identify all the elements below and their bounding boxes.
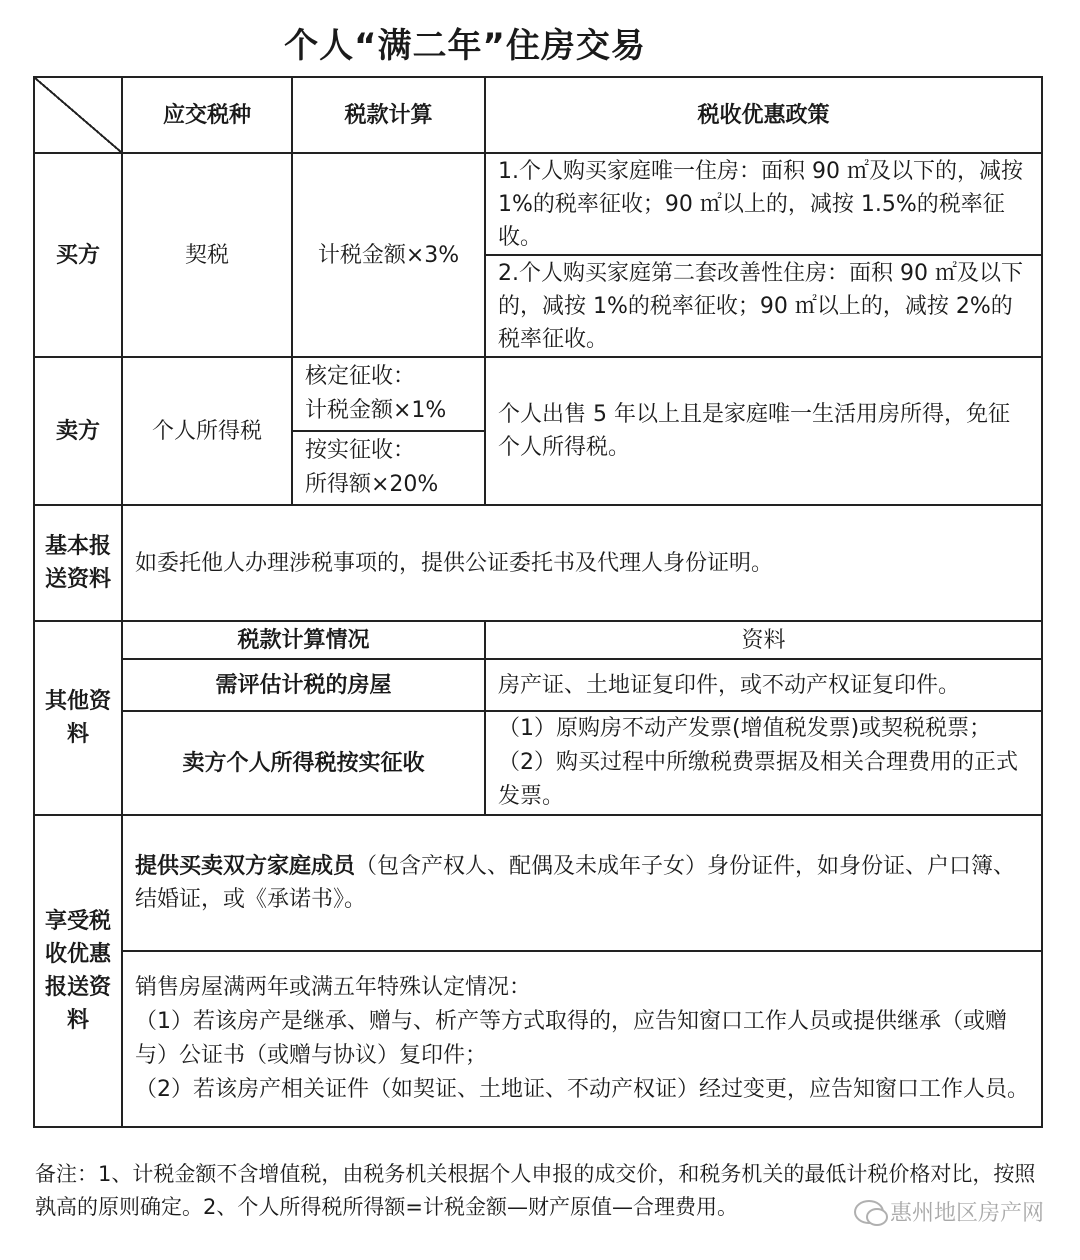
seller-calc-assessed-formula: 计税金额×1% [305,398,447,423]
other-row1-material: 房产证、土地证复印件，或不动产权证复印件。 [485,659,1042,711]
header-tax-type: 应交税种 [122,77,292,153]
preferential-id-docs-bold: 提供买卖双方家庭成员 [135,854,356,879]
seller-policy: 个人出售 5 年以上且是家庭唯一生活用房所得，免征个人所得税。 [485,357,1042,505]
preferential-id-docs-rest: （包含产权人、配偶及未成年子女）身份证件，如身份证、户口簿、结婚证，或《承诺书》。 [135,854,1016,912]
seller-calc-assessed [292,357,485,431]
preferential-row-2 [34,951,1042,1127]
buyer-calc: 计税金额×3% [292,153,485,357]
footnote: 备注：1、计税金额不含增值税，由税务机关根据个人申报的成交价，和税务机关的最低计税价格对比，按照孰高的原则确定。2、个人所得税所得额=计税金额—财产原值—合理费用。 [35,1162,1036,1219]
preferential-id-docs [122,815,1042,951]
preferential-special-item-2: （2）若该房产相关证件（如契证、土地证、不动产权证）经过变更，应告知窗口工作人员。 [135,1077,1030,1102]
other-row-1 [34,659,1042,711]
seller-row-1 [34,357,1042,431]
buyer-tax: 契税 [122,153,292,357]
preferential-label: 享受税收优惠报送资料 [34,815,122,1127]
preferential-special-intro: 销售房屋满两年或满五年特殊认定情况： [135,975,532,1000]
diagonal-header-cell [34,77,122,153]
other-row1-calc: 需评估计税的房屋 [122,659,485,711]
buyer-policy-2: 2.个人购买家庭第二套改善性住房：面积 90 ㎡及以下的，减按 1%的税率征收；90 ㎡以上的，减按 2%的税率征收。 [485,255,1042,357]
buyer-policy-1: 1.个人购买家庭唯一住房：面积 90 ㎡及以下的，减按 1%的税率征收；90 ㎡以上的，减按 1.5%的税率征收。 [485,153,1042,255]
seller-calc-assessed-label: 核定征收： [305,364,416,389]
watermark-text: 惠州地区房产网 [889,1201,1044,1226]
tax-table [33,76,1043,1128]
basic-content: 如委托他人办理涉税事项的，提供公证委托书及代理人身份证明。 [122,505,1042,621]
wechat-icon [854,1200,884,1224]
buyer-label: 买方 [34,153,122,357]
other-col-calc: 税款计算情况 [122,621,485,659]
buyer-row-1 [34,153,1042,255]
other-col-material: 资料 [485,621,1042,659]
seller-label: 卖方 [34,357,122,505]
preferential-special-item-1: （1）若该房产是继承、赠与、析产等方式取得的，应告知窗口工作人员或提供继承（或赠与）公证书（或赠与协议）复印件； [135,1009,1008,1068]
seller-tax: 个人所得税 [122,357,292,505]
header-policy: 税收优惠政策 [485,77,1042,153]
other-row2-calc: 卖方个人所得税按实征收 [122,711,485,815]
preferential-special [122,951,1042,1127]
other-header-row [34,621,1042,659]
preferential-row-1 [34,815,1042,951]
other-label: 其他资料 [34,621,122,815]
basic-row [34,505,1042,621]
other-row2-material [485,711,1042,815]
basic-label: 基本报送资料 [34,505,122,621]
header-tax-calc: 税款计算 [292,77,485,153]
seller-calc-actual-formula: 所得额×20% [305,472,439,497]
other-row2-item-2: （2）购买过程中所缴税费票据及相关合理费用的正式发票。 [498,750,1018,809]
seller-calc-actual [292,431,485,505]
header-row [34,77,1042,153]
other-row2-item-1: （1）原购房不动产发票(增值税发票)或契税税票； [498,716,992,741]
watermark [854,1196,1044,1227]
page-title: 个人“满二年”住房交易 [284,26,646,66]
seller-calc-actual-label: 按实征收： [305,438,416,463]
other-row-2 [34,711,1042,815]
